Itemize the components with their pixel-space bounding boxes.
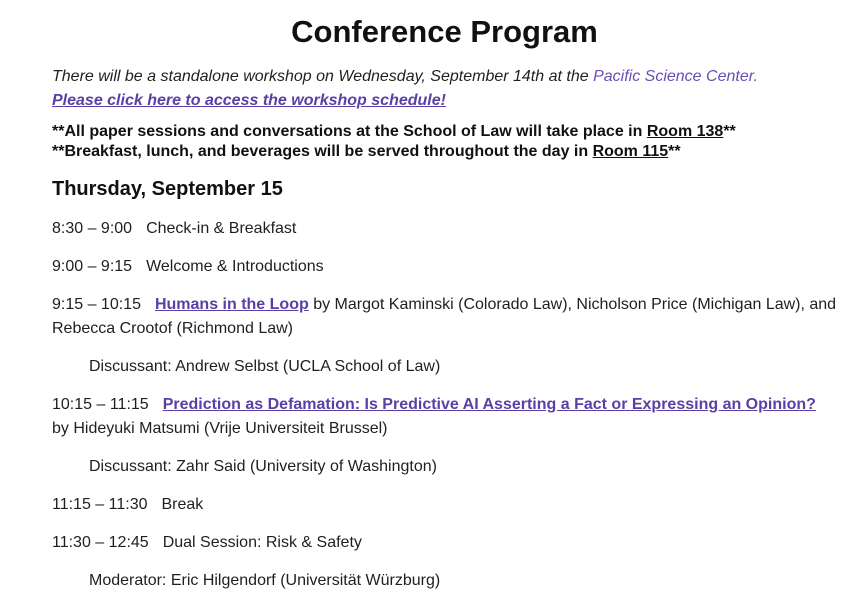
paper-authors: by Margot Kaminski (Colorado Law), Nicholson Price (Michigan Law), and Rebecca Crootof (Richmond Law) [52, 296, 837, 337]
room-note-sessions [52, 122, 837, 142]
discussant-line: Discussant: Zahr Said (University of Washington) [89, 458, 437, 475]
workshop-intro [52, 65, 837, 113]
schedule-item-welcome [52, 255, 837, 279]
session-time: 10:15 – 11:15 [52, 396, 149, 413]
room-115: Room 115 [592, 143, 669, 160]
venue-link[interactable]: Pacific Science Center. [593, 68, 758, 85]
session-time: 9:00 – 9:15 [52, 258, 133, 275]
session-title: Break [161, 496, 204, 513]
session-time: 11:30 – 12:45 [52, 534, 149, 551]
paper-link[interactable]: Prediction as Defamation: Is Predictive AI Asserting a Fact or Expressing an Opinion? [162, 396, 816, 413]
schedule-item-break [52, 493, 837, 517]
schedule-item-checkin [52, 217, 837, 241]
room-138: Room 138 [646, 123, 724, 140]
paper-link[interactable]: Humans in the Loop [154, 296, 309, 313]
discussant-line: Discussant: Andrew Selbst (UCLA School of Law) [89, 358, 441, 375]
schedule-item-dual-session [52, 531, 837, 555]
session-title: Dual Session: Risk & Safety [162, 534, 362, 551]
moderator-line: Moderator: Eric Hilgendorf (Universität Würzburg) [89, 572, 441, 589]
session-title: Welcome & Introductions [146, 258, 324, 275]
schedule-item-humans-in-loop [52, 293, 837, 341]
day-heading: Thursday, September 15 [52, 178, 283, 200]
workshop-text: There will be a standalone workshop on Wednesday, September 14th at the [52, 68, 594, 85]
page-title: Conference Program [291, 14, 598, 49]
session-title: Check-in & Breakfast [146, 220, 297, 237]
logistics-notes [52, 122, 837, 162]
room-note-meals [52, 142, 837, 162]
note-suffix: ** [723, 123, 736, 140]
session-time: 9:15 – 10:15 [52, 296, 141, 313]
note-text: **All paper sessions and conversations at the School of Law will take place in [52, 123, 647, 140]
schedule-item-prediction [52, 393, 837, 441]
note-suffix: ** [668, 143, 681, 160]
paper-authors: by Hideyuki Matsumi (Vrije Universiteit Brussel) [52, 420, 388, 437]
note-text: **Breakfast, lunch, and beverages will be served throughout the day in [52, 143, 593, 160]
session-time: 8:30 – 9:00 [52, 220, 133, 237]
workshop-schedule-link[interactable]: Please click here to access the workshop schedule! [52, 92, 446, 109]
session-time: 11:15 – 11:30 [52, 496, 148, 513]
